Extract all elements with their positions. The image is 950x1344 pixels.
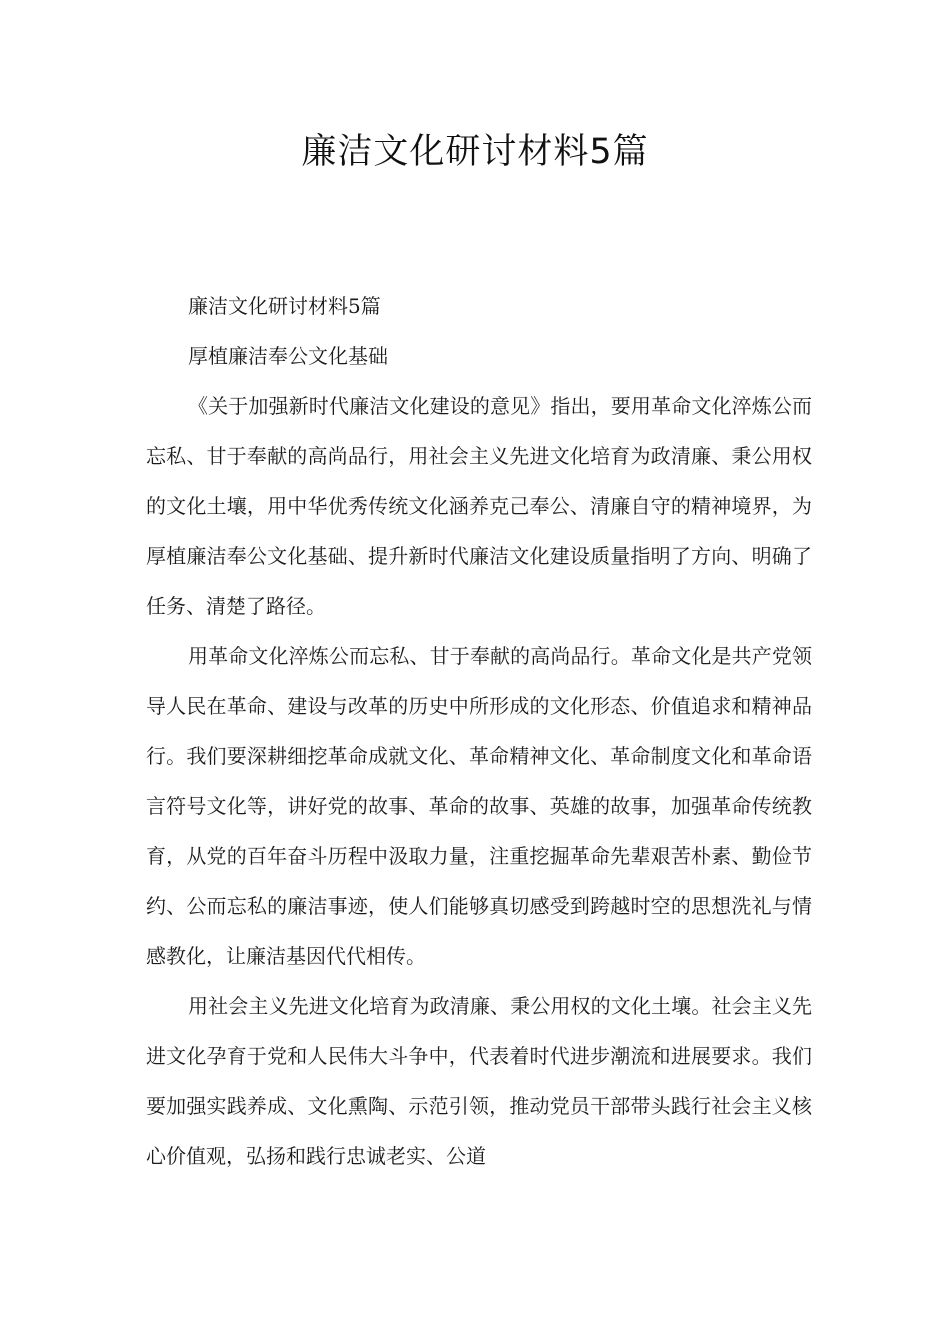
paragraph-revolutionary-culture: 用革命文化淬炼公而忘私、甘于奉献的高尚品行。革命文化是共产党领导人民在革命、建设与改革的历史中所形成的文化形态、价值追求和精神品行。我们要深耕细挖革命成就文化、革命精神文化、革命制度文化和革命语言符号文化等，讲好党的故事、革命的故事、英雄的故事，加强革命传统教育，从党的百年奋斗历程中汲取力量，注重挖掘革命先辈艰苦朴素、勤俭节约、公而忘私的廉洁事迹，使人们能够真切感受到跨越时空的思想洗礼与情感教化，让廉洁基因代代相传。 [146,644,812,968]
paragraph-section-heading: 厚植廉洁奉公文化基础 [188,344,388,368]
paragraph-socialist-culture: 用社会主义先进文化培育为政清廉、秉公用权的文化土壤。社会主义先进文化孕育于党和人民伟大斗争中，代表着时代进步潮流和进展要求。我们要加强实践养成、文化熏陶、示范引领，推动党员干部带头践行社会主义核心价值观，弘扬和践行忠诚老实、公道 [146,994,812,1168]
paragraph-subtitle: 廉洁文化研讨材料5篇 [188,294,381,318]
document-body [146,281,812,1181]
document-title: 廉洁文化研讨材料5篇 [301,132,649,172]
paragraph-intro: 《关于加强新时代廉洁文化建设的意见》指出，要用革命文化淬炼公而忘私、甘于奉献的高尚品行，用社会主义先进文化培育为政清廉、秉公用权的文化土壤，用中华优秀传统文化涵养克己奉公、清廉自守的精神境界，为厚植廉洁奉公文化基础、提升新时代廉洁文化建设质量指明了方向、明确了任务、清楚了路径。 [146,394,812,618]
